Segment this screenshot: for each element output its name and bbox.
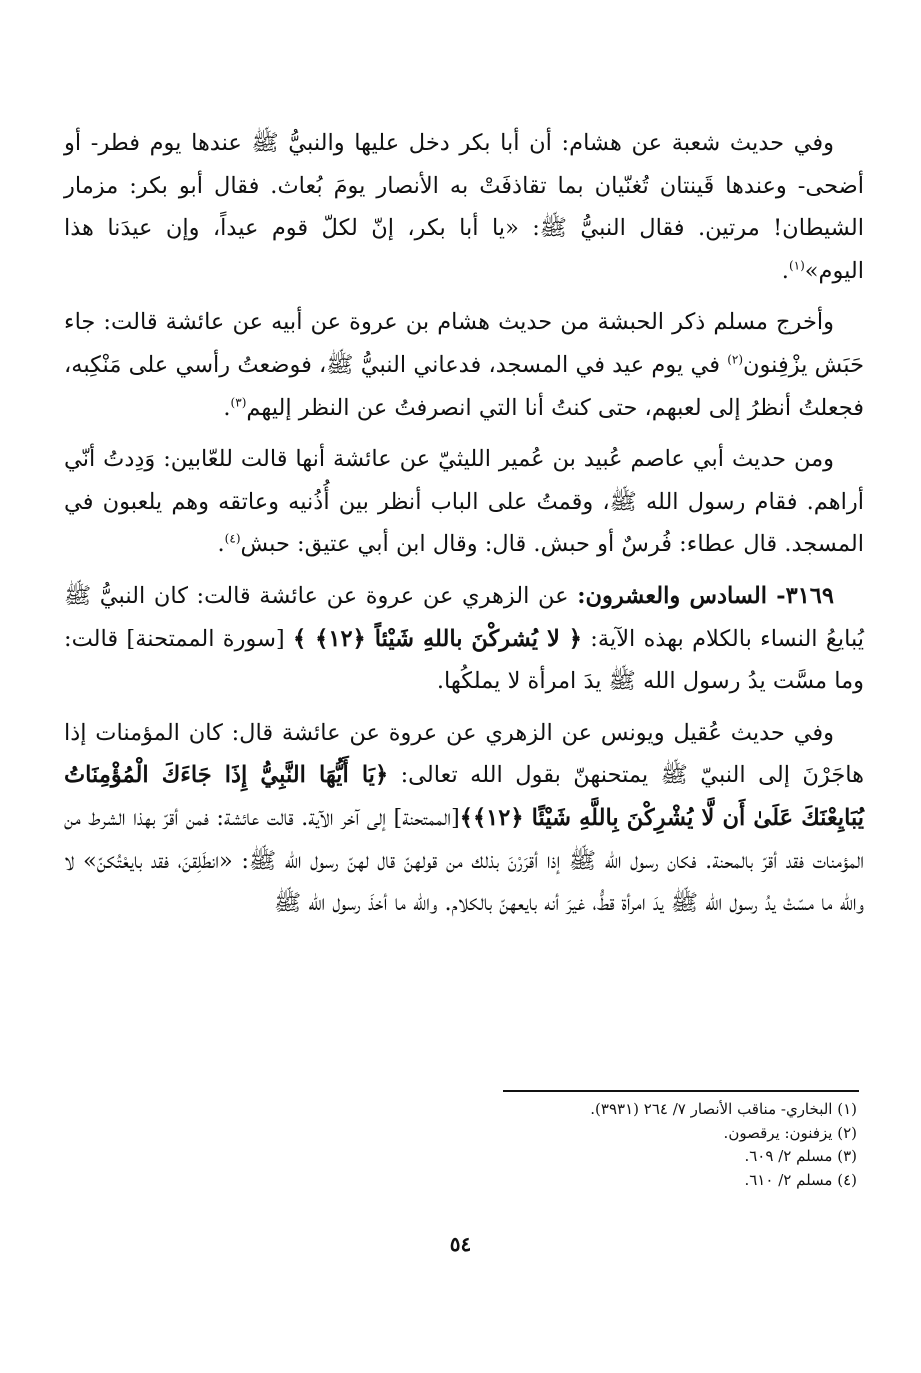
paragraph-text: وفي حديث شعبة عن هشام: أن أبا بكر دخل عليها والنبيُّ ﷺ عندها يوم فطر- أو أضحى- وعندها قَينتان تُغنّيان بما تقاذفَتْ به الأنصار يومَ بُعاث. فقال أبو بكر: مزمار الشيطان! مرتين. فقال النبيُّ ﷺ: «يا أبا بكر، إنّ لكلّ قوم عيداً، وإن عيدَنا هذا اليوم» — [64, 130, 864, 284]
footnote-item: (٣) مسلم ٢/ ٦٠٩. — [744, 1147, 857, 1165]
quran-verse: ﴿يَا أَيُّهَا النَّبِيُّ إِذَا جَاءَكَ الْمُؤْمِنَاتُ يُبَايِعْنَكَ عَلَىٰ أَن لَّا يُشْرِكْنَ بِاللَّهِ شَيْئًا ﴿١٢﴾﴾ — [64, 762, 864, 831]
hadith-number: ٣١٦٩- السادس والعشرون: — [577, 582, 834, 609]
paragraph-text-continued: [الممتحنة] إلى آخر الآية. قالت عائشة: فمن أقرّ بهذا الشرط من المؤمنات فقد أقرّ بالمحنة. فكان رسول الله ﷺ إذا أقرَرْنَ بذلك من قولهنّ قال لهنّ رسول الله ﷺ: «انطَلِقنَ، فقد بايعْتُكنّ» لا والله ما مسّتْ يدُ رسول الله ﷺ يدَ امرأة قطُّ، غيرَ أنه بايعهنّ بالكلام. والله ما أخذَ رسول الله ﷺ — [64, 804, 864, 917]
quran-verse: ﴿ لا يُشركْنَ باللهِ شَيْئاً ﴿١٢﴾ ﴾ — [293, 625, 582, 652]
main-text — [64, 122, 864, 934]
paragraph-abi-asim — [64, 438, 864, 566]
paragraph-hadith-3169 — [64, 575, 864, 703]
paragraph-text: وأخرج مسلم ذكر الحبشة من حديث هشام بن عروة عن أبيه عن عائشة قالت: جاء حَبَش يزْفِنون — [64, 309, 864, 378]
paragraph-tail: . — [781, 257, 789, 284]
paragraph-text-continued: [سورة الممتحنة] قالت: وما مسَّت يدُ رسول الله ﷺ يدَ امرأة لا يملكُها. — [64, 625, 864, 695]
paragraph-tail: . — [223, 394, 231, 421]
footnote-ref: (٤) — [224, 531, 241, 546]
footnote-item: (٢) يزفنون: يرقصون. — [723, 1123, 857, 1142]
paragraph-text: وفي حديث عُقيل ويونس عن الزهري عن عروة عن عائشة قال: كان المؤمنات إذا هاجَرْنَ إلى النبيّ ﷺ يمتحنهنّ بقول الله تعالى: — [64, 719, 864, 789]
paragraph-text: ومن حديث أبي عاصم عُبيد بن عُمير الليثيّ عن عائشة أنها قالت للعّابين: وَدِدتُ أنّي أراهم. فقام رسول الله ﷺ، وقمتُ على الباب أنظر بين أُذُنيه وعاتقه وهم يلعبون في المسجد. قال عطاء: فُرسٌ أو حبش. قال: وقال ابن أبي عتيق: حبش — [64, 446, 864, 558]
footnote-ref: (٢) — [727, 352, 744, 367]
footnote-item: (٤) مسلم ٢/ ٦١٠. — [744, 1170, 857, 1189]
footnote-item: (١) البخاري- مناقب الأنصار ٧/ ٢٦٤ (٣٩٣١). — [590, 1100, 857, 1118]
paragraph-shuba-hadith — [64, 122, 864, 292]
footnote-divider — [503, 1090, 859, 1092]
paragraph-uqail-yunus — [64, 712, 864, 925]
paragraph-text-continued: في يوم عيد في المسجد، فدعاني النبيُّ ﷺ، فوضعتُ رأسي على مَنْكِبه، فجعلتُ أنظرُ إلى لعبهم، حتى كنتُ أنا التي انصرفتُ عن النظر إليهم — [64, 351, 864, 421]
footnote-ref: (٣) — [230, 395, 247, 410]
footnote-ref: (١) — [788, 258, 805, 273]
paragraph-muslim-habasha — [64, 301, 864, 429]
paragraph-text: عن الزهري عن عروة عن عائشة قالت: كان النبيُّ ﷺ يُبايعُ النساء بالكلام بهذه الآية: — [64, 582, 865, 652]
footnotes — [57, 1098, 857, 1192]
paragraph-tail: . — [217, 531, 225, 558]
page-number: ٥٤ — [449, 1232, 472, 1256]
